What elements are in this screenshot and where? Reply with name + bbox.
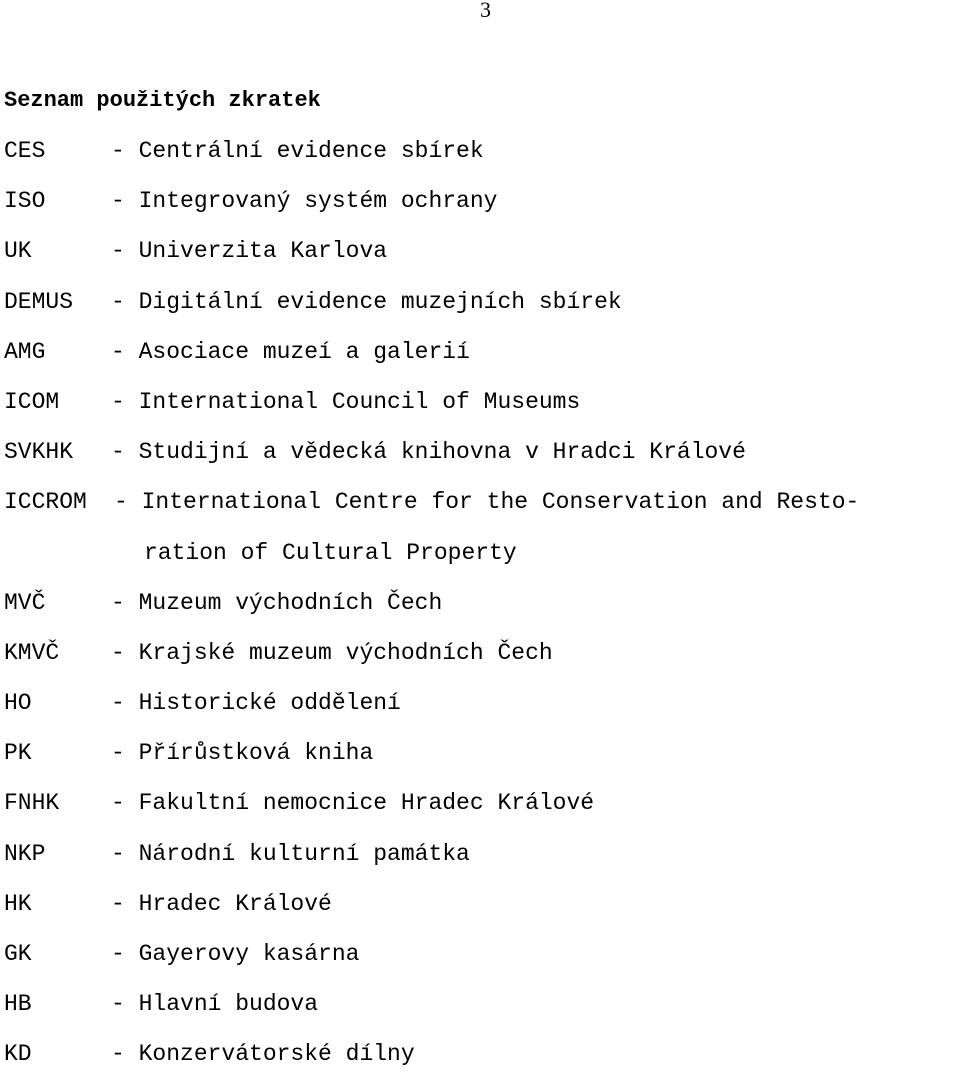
list-item [4,136,956,186]
page-number: 3 [480,0,491,22]
abbreviation-meaning: - Přírůstková kniha [111,740,374,767]
abbreviation-meaning: - Národní kulturní památka [111,840,470,867]
abbreviation-meaning: - Integrovaný systém ochrany [111,188,498,215]
abbreviation-meaning-continued: ration of Cultural Property [144,539,517,566]
abbreviation: AMG [4,338,46,365]
abbreviation: FNHK [4,790,60,817]
list-item [4,688,956,738]
abbreviation-meaning: - Asociace muzeí a galerií [111,338,470,365]
abbreviation-meaning: - Hlavní budova [111,991,319,1018]
abbreviation-meaning: - International Council of Museums [111,388,581,415]
list-item [4,1039,956,1089]
abbreviation: MVČ [4,589,46,616]
list-item [4,889,956,939]
abbreviation-meaning: - Centrální evidence sbírek [111,138,484,164]
abbreviation-list [4,136,956,1090]
abbreviation-meaning: - Krajské muzeum východních Čech [111,639,553,666]
abbreviation: GK [4,941,32,968]
abbreviation: HB [4,991,32,1018]
list-item [4,788,956,838]
abbreviation: KMVČ [4,639,60,666]
list-item [4,989,956,1039]
abbreviation: KD [4,1041,32,1068]
abbreviation: DEMUS [4,288,74,315]
list-item [4,337,956,387]
abbreviation-meaning: - Hradec Králové [111,890,332,917]
abbreviation-meaning: - Gayerovy kasárna [111,941,360,968]
abbreviation: ISO [4,188,46,215]
section-heading: Seznam použitých zkratek [4,88,321,113]
abbreviation: ICCROM [4,489,87,516]
abbreviation: NKP [4,840,46,867]
abbreviation: SVKHK [4,439,74,466]
abbreviation-meaning: - International Centre for the Conservation and Resto- [114,489,860,516]
list-item [4,638,956,688]
abbreviation-meaning: - Muzeum východních Čech [111,589,443,616]
abbreviation: CES [4,138,46,164]
list-item [4,588,956,638]
list-item [4,839,956,889]
abbreviation-meaning: - Fakultní nemocnice Hradec Králové [111,790,595,817]
abbreviation-meaning: - Konzervátorské dílny [111,1041,415,1068]
list-item [4,287,956,337]
abbreviation-meaning: - Digitální evidence muzejních sbírek [111,288,622,315]
abbreviation-meaning: - Studijní a vědecká knihovna v Hradci Králové [111,439,746,466]
abbreviation: HO [4,690,32,717]
list-item [4,186,956,236]
list-item [4,939,956,989]
list-item [4,487,956,587]
abbreviation-meaning: - Historické oddělení [111,690,401,717]
abbreviation: ICOM [4,388,60,415]
abbreviation: PK [4,740,32,767]
list-item [4,387,956,437]
list-item [4,236,956,286]
list-item [4,437,956,487]
abbreviation: HK [4,890,32,917]
abbreviation-meaning: - Univerzita Karlova [111,238,388,265]
abbreviation: UK [4,238,32,265]
list-item [4,738,956,788]
